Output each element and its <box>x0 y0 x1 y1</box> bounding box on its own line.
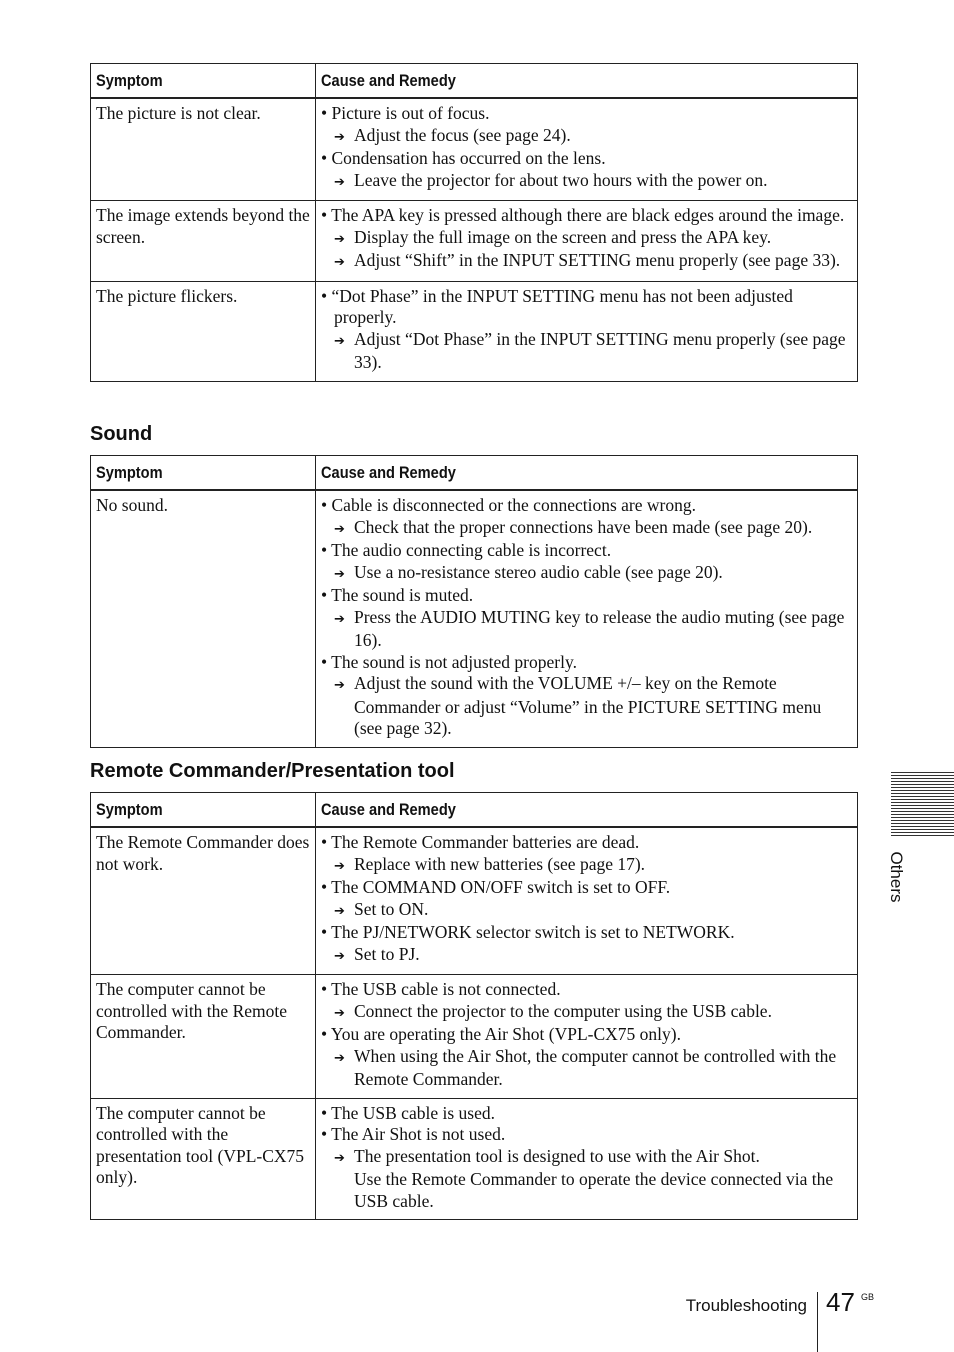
cause-remedy-cell <box>316 281 858 381</box>
cause-remedy-cell <box>316 827 858 975</box>
table-row <box>91 281 858 381</box>
remedy-item: Use the Remote Commander to operate the device connected via the USB cable. <box>354 1169 834 1211</box>
table-row <box>91 975 858 1099</box>
section-title-sound: Sound <box>90 423 153 445</box>
remedy-item: ➔ Leave the projector for about two hours with the power on. <box>321 170 852 194</box>
cause-item: • Cable is disconnected or the connections are wrong. <box>321 495 696 515</box>
symptom-header: Symptom <box>91 456 316 491</box>
cause-item: • The COMMAND ON/OFF switch is set to OFF. <box>321 877 671 897</box>
cause-item: • The APA key is pressed although there are black edges around the image. <box>321 205 845 225</box>
table-header-row <box>91 793 858 828</box>
remedy-item: ➔ Replace with new batteries (see page 17). <box>321 854 852 878</box>
remedy-item: ➔ Use a no-resistance stereo audio cable (see page 20). <box>321 562 852 586</box>
symptom-cell: The picture is not clear. <box>91 98 316 201</box>
cause-item: • The Air Shot is not used. <box>321 1124 506 1144</box>
cause-remedy-cell <box>316 98 858 201</box>
cause-remedy-cell <box>316 975 858 1099</box>
remedy-item: ➔ Display the full image on the screen and press the APA key. <box>321 227 852 251</box>
remedy-item: ➔ Set to PJ. <box>321 944 852 968</box>
cause-remedy-cell <box>316 1098 858 1220</box>
symptom-header: Symptom <box>91 793 316 828</box>
remedy-item: ➔ Adjust the focus (see page 24). <box>321 125 852 149</box>
remedy-item: ➔ Set to ON. <box>321 899 852 923</box>
symptom-cell: The Remote Commander does not work. <box>91 827 316 975</box>
table-row <box>91 490 858 747</box>
table-header-row <box>91 64 858 99</box>
page-number: 47 <box>826 1287 855 1317</box>
cause-item: • You are operating the Air Shot (VPL-CX75 only). <box>321 1024 681 1044</box>
remedy-item: ➔ Adjust “Dot Phase” in the INPUT SETTING menu properly (see page 33). <box>321 329 852 374</box>
cause-item: • Picture is out of focus. <box>321 103 490 123</box>
remedy-item: ➔ Connect the projector to the computer using the USB cable. <box>321 1001 852 1025</box>
symptom-cell: The computer cannot be controlled with the presentation tool (VPL-CX75 only). <box>91 1098 316 1220</box>
symptom-cell: No sound. <box>91 490 316 747</box>
remote-troubleshooting-table <box>90 792 858 1220</box>
symptom-cell: The picture flickers. <box>91 281 316 381</box>
symptom-cell: The computer cannot be controlled with the Remote Commander. <box>91 975 316 1099</box>
remedy-item: ➔ Press the AUDIO MUTING key to release the audio muting (see page 16). <box>321 607 852 652</box>
remedy-item: ➔ When using the Air Shot, the computer cannot be controlled with the Remote Commander. <box>321 1046 852 1091</box>
footer-section-label: Troubleshooting <box>685 1296 807 1315</box>
table-header-row <box>91 456 858 491</box>
cause-remedy-header: Cause and Remedy <box>316 456 858 491</box>
remedy-item: ➔ The presentation tool is designed to use with the Air Shot. <box>321 1146 852 1170</box>
cause-remedy-cell <box>316 490 858 747</box>
page-language-suffix: GB <box>861 1292 875 1302</box>
cause-item: • “Dot Phase” in the INPUT SETTING menu has not been adjusted properly. <box>321 285 793 327</box>
cause-item: • The USB cable is used. <box>321 1102 495 1123</box>
table-row <box>91 1098 858 1220</box>
table-row <box>91 827 858 975</box>
cause-item: • The audio connecting cable is incorrect. <box>321 540 612 560</box>
section-title-remote: Remote Commander/Presentation tool <box>90 760 455 782</box>
remedy-item: ➔ Check that the proper connections have been made (see page 20). <box>321 517 852 541</box>
symptom-cell: The image extends beyond the screen. <box>91 201 316 282</box>
cause-item: • The sound is not adjusted properly. <box>321 651 577 672</box>
sound-troubleshooting-table <box>90 455 858 748</box>
cause-remedy-header: Cause and Remedy <box>316 64 858 99</box>
remedy-item: ➔ Adjust “Shift” in the INPUT SETTING menu properly (see page 33). <box>321 250 852 274</box>
table-row <box>91 201 858 282</box>
cause-item: • The USB cable is not connected. <box>321 979 561 999</box>
remedy-item: ➔ Adjust the sound with the VOLUME +/– key on the Remote Commander or adjust “Volume” in the PICTURE SETTING menu (see page 32). <box>321 673 852 740</box>
side-tab-label: Others <box>887 851 906 903</box>
table-row <box>91 98 858 201</box>
cause-item: • The PJ/NETWORK selector switch is set to NETWORK. <box>321 922 735 942</box>
cause-remedy-cell <box>316 201 858 282</box>
cause-item: • Condensation has occurred on the lens. <box>321 148 606 168</box>
cause-item: • The sound is muted. <box>321 585 474 605</box>
symptom-header: Symptom <box>91 64 316 99</box>
picture-troubleshooting-table <box>90 63 858 382</box>
cause-item: • The Remote Commander batteries are dead. <box>321 832 640 852</box>
footer-divider <box>817 1292 818 1352</box>
cause-remedy-header: Cause and Remedy <box>316 793 858 828</box>
side-tab-stripes <box>891 772 954 836</box>
